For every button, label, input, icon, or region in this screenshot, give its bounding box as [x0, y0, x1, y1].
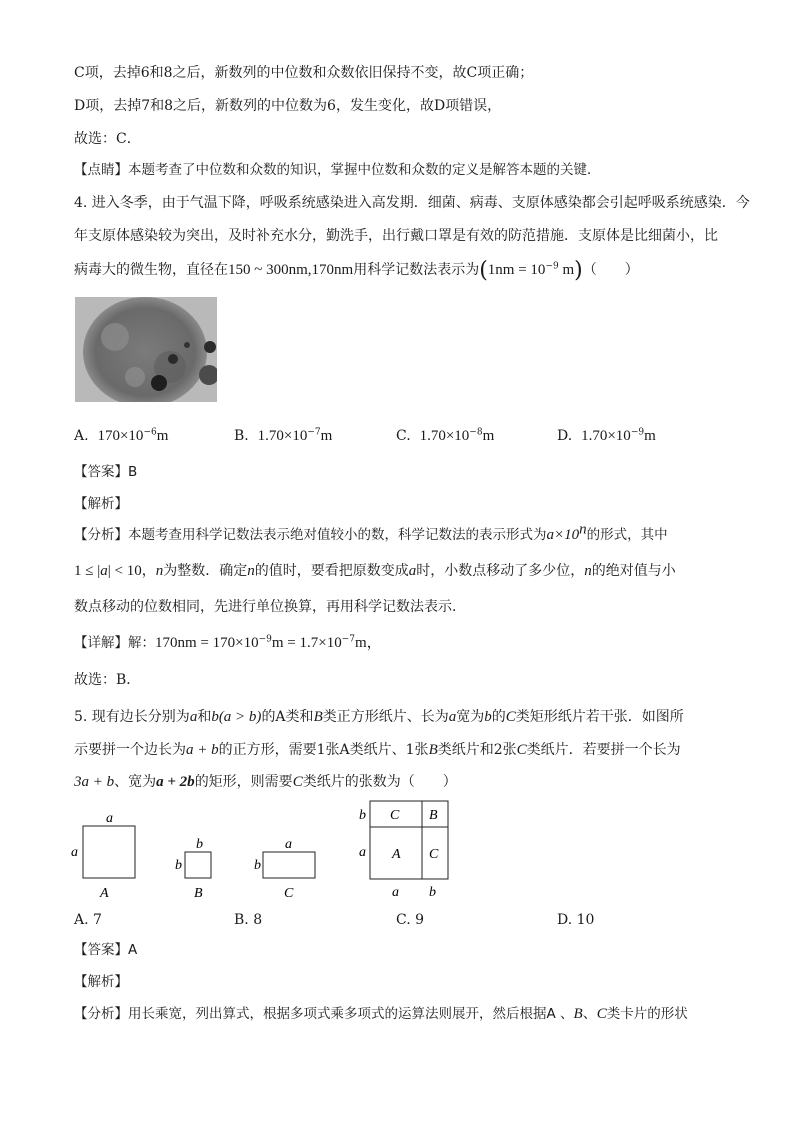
label-c-top: a [285, 837, 292, 852]
q5-option-d[interactable]: D. 10 [557, 912, 595, 928]
label-b-top: b [196, 837, 203, 852]
conclusion-line: 故选：B． [74, 672, 141, 688]
label-big-left-b: b [359, 808, 366, 823]
q5-option-a[interactable]: A. 7 [74, 912, 102, 928]
label-a-top: a [106, 811, 113, 826]
analysis-heading: 【解析】 [74, 496, 128, 512]
tile-figure [60, 798, 460, 908]
q5-option-c[interactable]: C. 9 [396, 912, 425, 928]
mycoplasma-micrograph-image [75, 297, 217, 402]
q5-option-b[interactable]: B. 8 [234, 912, 263, 928]
cell-top-left: C [390, 808, 400, 823]
dianjing-note: 【点睛】本题考查了中位数和众数的知识，掌握中位数和众数的定义是解答本题的关键． [74, 162, 601, 178]
label-a-left: a [71, 845, 78, 860]
square-a [83, 826, 135, 878]
label-b-left: b [175, 858, 182, 873]
cell-top-right: B [429, 808, 438, 823]
question-5-line-2: 示要拼一个边长为a + b的正方形，需要1张A类纸片、1张B类纸片和2张C类纸片．若要拼一个长为 [74, 742, 681, 758]
label-big-bottom-a: a [392, 885, 399, 900]
q4-option-a[interactable]: A. $170\times 10^{-6}m$ [74, 427, 169, 444]
square-b [185, 852, 211, 878]
label-c-left: b [254, 858, 261, 873]
analysis-heading: 【解析】 [74, 974, 128, 990]
text-line: D项，去掉7和8之后，新数列的中位数为6，发生变化，故D项错误， [74, 98, 502, 114]
label-c-name: C [284, 886, 294, 901]
question-4-line-3: 病毒大的微生物，直径在150 ~ 300nm,170nm用科学记数法表示为($1nm = 10^{-9}$ m)（ ） [74, 258, 639, 283]
analysis-line-1: 【分析】用长乘宽，列出算式，根据多项式乘多项式的运算法则展开，然后根据A 、B、C类卡片的形状 [74, 1006, 688, 1022]
question-4-line-2: 年支原体感染较为突出，及时补充水分，勤洗手，出行戴口罩是有效的防范措施．支原体是比细菌小，比 [74, 228, 718, 244]
cell-bottom-left: A [392, 847, 401, 862]
analysis-line-3: 数点移动的位数相同，先进行单位换算，再用科学记数法表示． [74, 599, 466, 615]
label-big-bottom-b: b [429, 885, 436, 900]
label-a-name: A [100, 886, 109, 901]
q4-option-d[interactable]: D. $1.70\times 10^{-9}m$ [557, 427, 656, 444]
question-4-line-1: 4. 进入冬季，由于气温下降，呼吸系统感染进入高发期．细菌、病毒、支原体感染都会引起呼吸系统感染．今 [74, 195, 750, 211]
text-line: 故选：C． [74, 131, 141, 147]
answer-label: 【答案】A [74, 942, 138, 958]
question-5-line-3: 3a + b、宽为a + 2b的矩形，则需要C类纸片的张数为（ ） [74, 774, 457, 790]
label-b-name: B [194, 886, 203, 901]
q4-option-b[interactable]: B. $1.70\times 10^{-7}m$ [234, 427, 333, 444]
text-line: C项，去掉6和8之后，新数列的中位数和众数依旧保持不变，故C项正确； [74, 65, 534, 81]
detail-line: 【详解】解：$170nm = 170\times 10^{-9}m = 1.7\times 10^{-7}m$， [74, 634, 382, 651]
analysis-line-1: 【分析】本题考查用科学记数法表示绝对值较小的数，科学记数法的表示形式为$a\times 10^n$的形式，其中 [74, 521, 668, 543]
q4-option-c[interactable]: C. $1.70\times 10^{-8}m$ [396, 427, 495, 444]
cell-bottom-right: C [429, 847, 439, 862]
analysis-line-2: 1 ≤ |a| < 10，n为整数．确定n的值时，要看把原数变成a时，小数点移动了多少位，n的绝对值与小 [74, 563, 676, 579]
question-5-line-1: 5. 现有边长分别为a和b(a > b)的A类和B类正方形纸片、长为a宽为b的C类矩形纸片若干张．如图所 [74, 709, 684, 725]
rectangle-c [263, 852, 315, 878]
answer-label: 【答案】B [74, 464, 138, 480]
label-big-left-a: a [359, 845, 366, 860]
